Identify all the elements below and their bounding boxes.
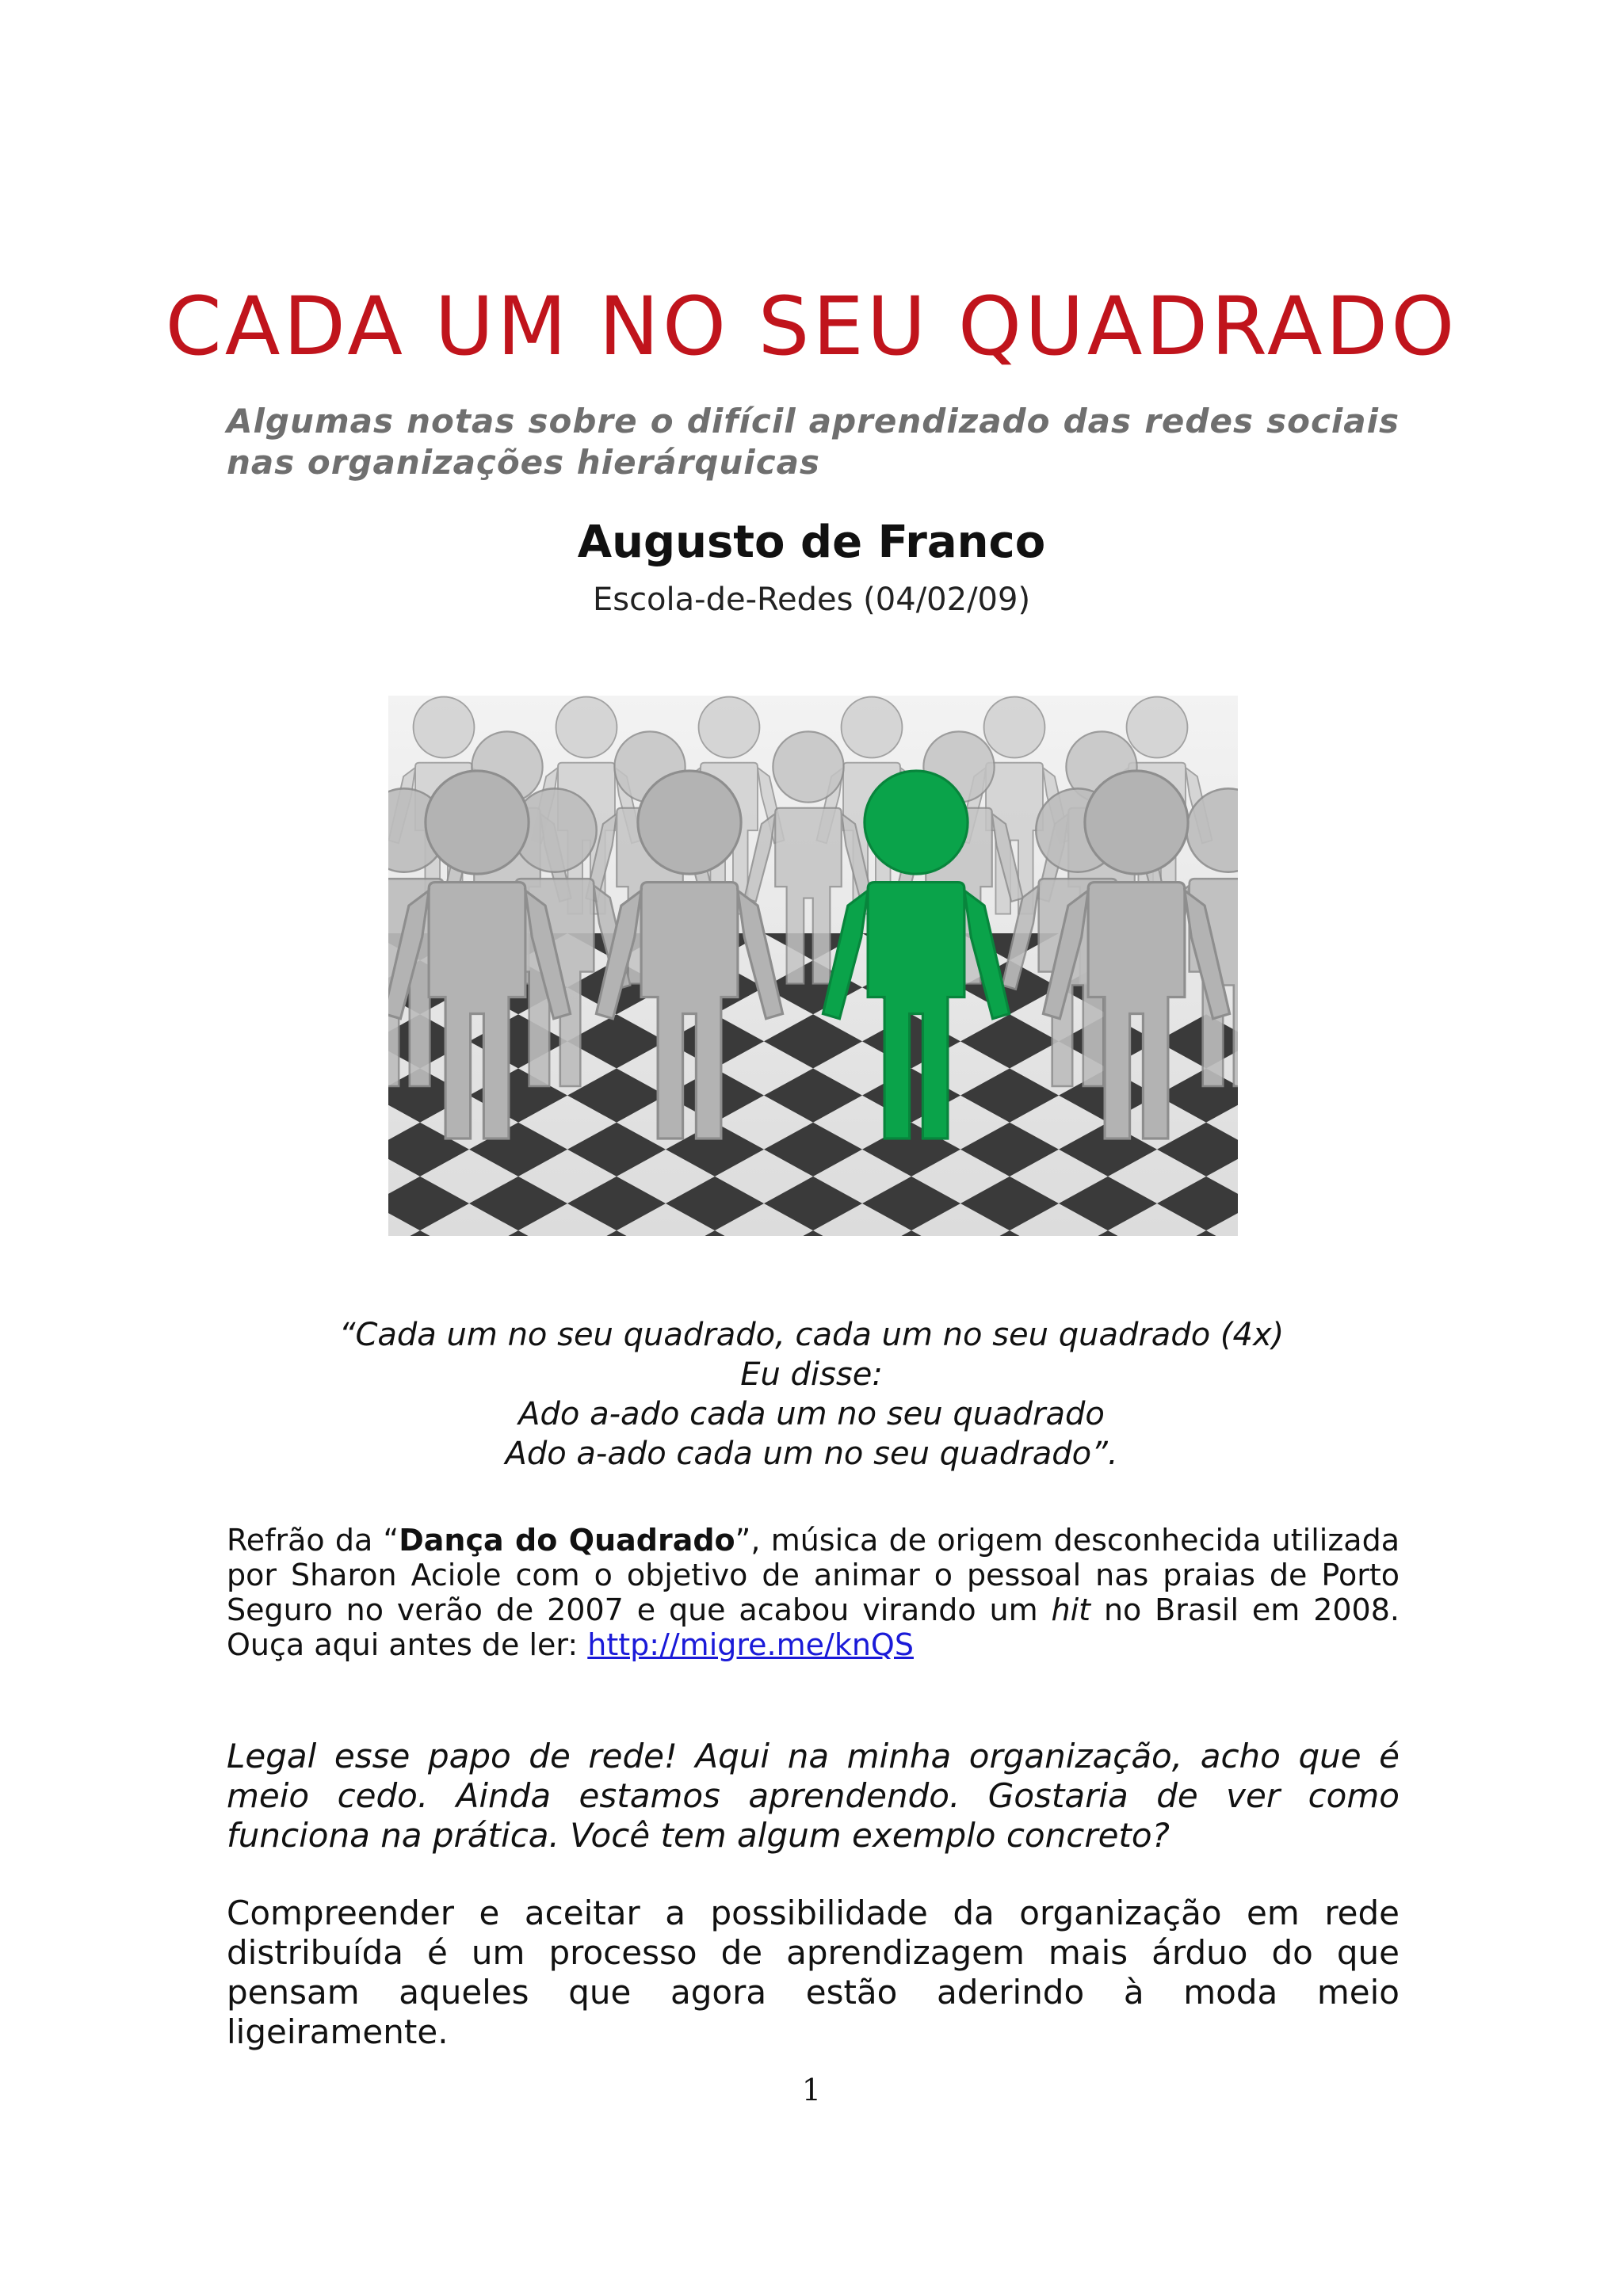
document-subtitle: Algumas notas sobre o difícil aprendizado das redes sociais nas organizações hierárquicas — [227, 402, 1400, 482]
quote-line-2: Eu disse: — [740, 1356, 883, 1393]
illustration-svg — [388, 696, 1238, 1236]
p1-text-2: ”, música de origem desconhecida utilizada por Sharon Aciole com o objetivo de animar o pessoal nas praias de Porto Seguro no verão de 2007 e que acabou virando um — [227, 1523, 1400, 1627]
p1-text-1: Refrão da “ — [227, 1523, 399, 1558]
paragraph-answer: Compreender e aceitar a possibilidade da organização em rede distribuída é um processo de aprendizagem mais árduo do que pensam aqueles que agora estão aderindo à moda meio ligeiramente. — [227, 1894, 1400, 2051]
page-number: 1 — [801, 2073, 822, 2107]
author-affiliation: Escola-de-Redes (04/02/09) — [592, 582, 1031, 618]
quote-line-4: Ado a-ado cada um no seu quadrado”. — [505, 1436, 1118, 1472]
quote-line-3: Ado a-ado cada um no seu quadrado — [518, 1396, 1105, 1432]
author-name: Augusto de Franco — [577, 517, 1046, 568]
song-link[interactable]: http://migre.me/knQS — [587, 1627, 914, 1662]
document-title: CADA UM NO SEU QUADRADO — [165, 280, 1458, 374]
p1-song-name: Dança do Quadrado — [399, 1523, 735, 1558]
song-quote — [0, 1315, 1623, 1474]
p1-hit: hit — [1051, 1592, 1091, 1627]
p1-text-3: no Brasil em 2008. Ouça aqui antes de ler: — [227, 1592, 1400, 1662]
people-on-checkerboard-illustration — [388, 696, 1238, 1236]
quote-line-1: “Cada um no seu quadrado, cada um no seu quadrado (4x) — [338, 1317, 1285, 1353]
paragraph-question: Legal esse papo de rede! Aqui na minha organização, acho que é meio cedo. Ainda estamos aprendendo. Gostaria de ver como funciona na prática. Você tem algum exemplo concreto? — [227, 1737, 1400, 1855]
paragraph-refrain — [227, 1523, 1400, 1662]
